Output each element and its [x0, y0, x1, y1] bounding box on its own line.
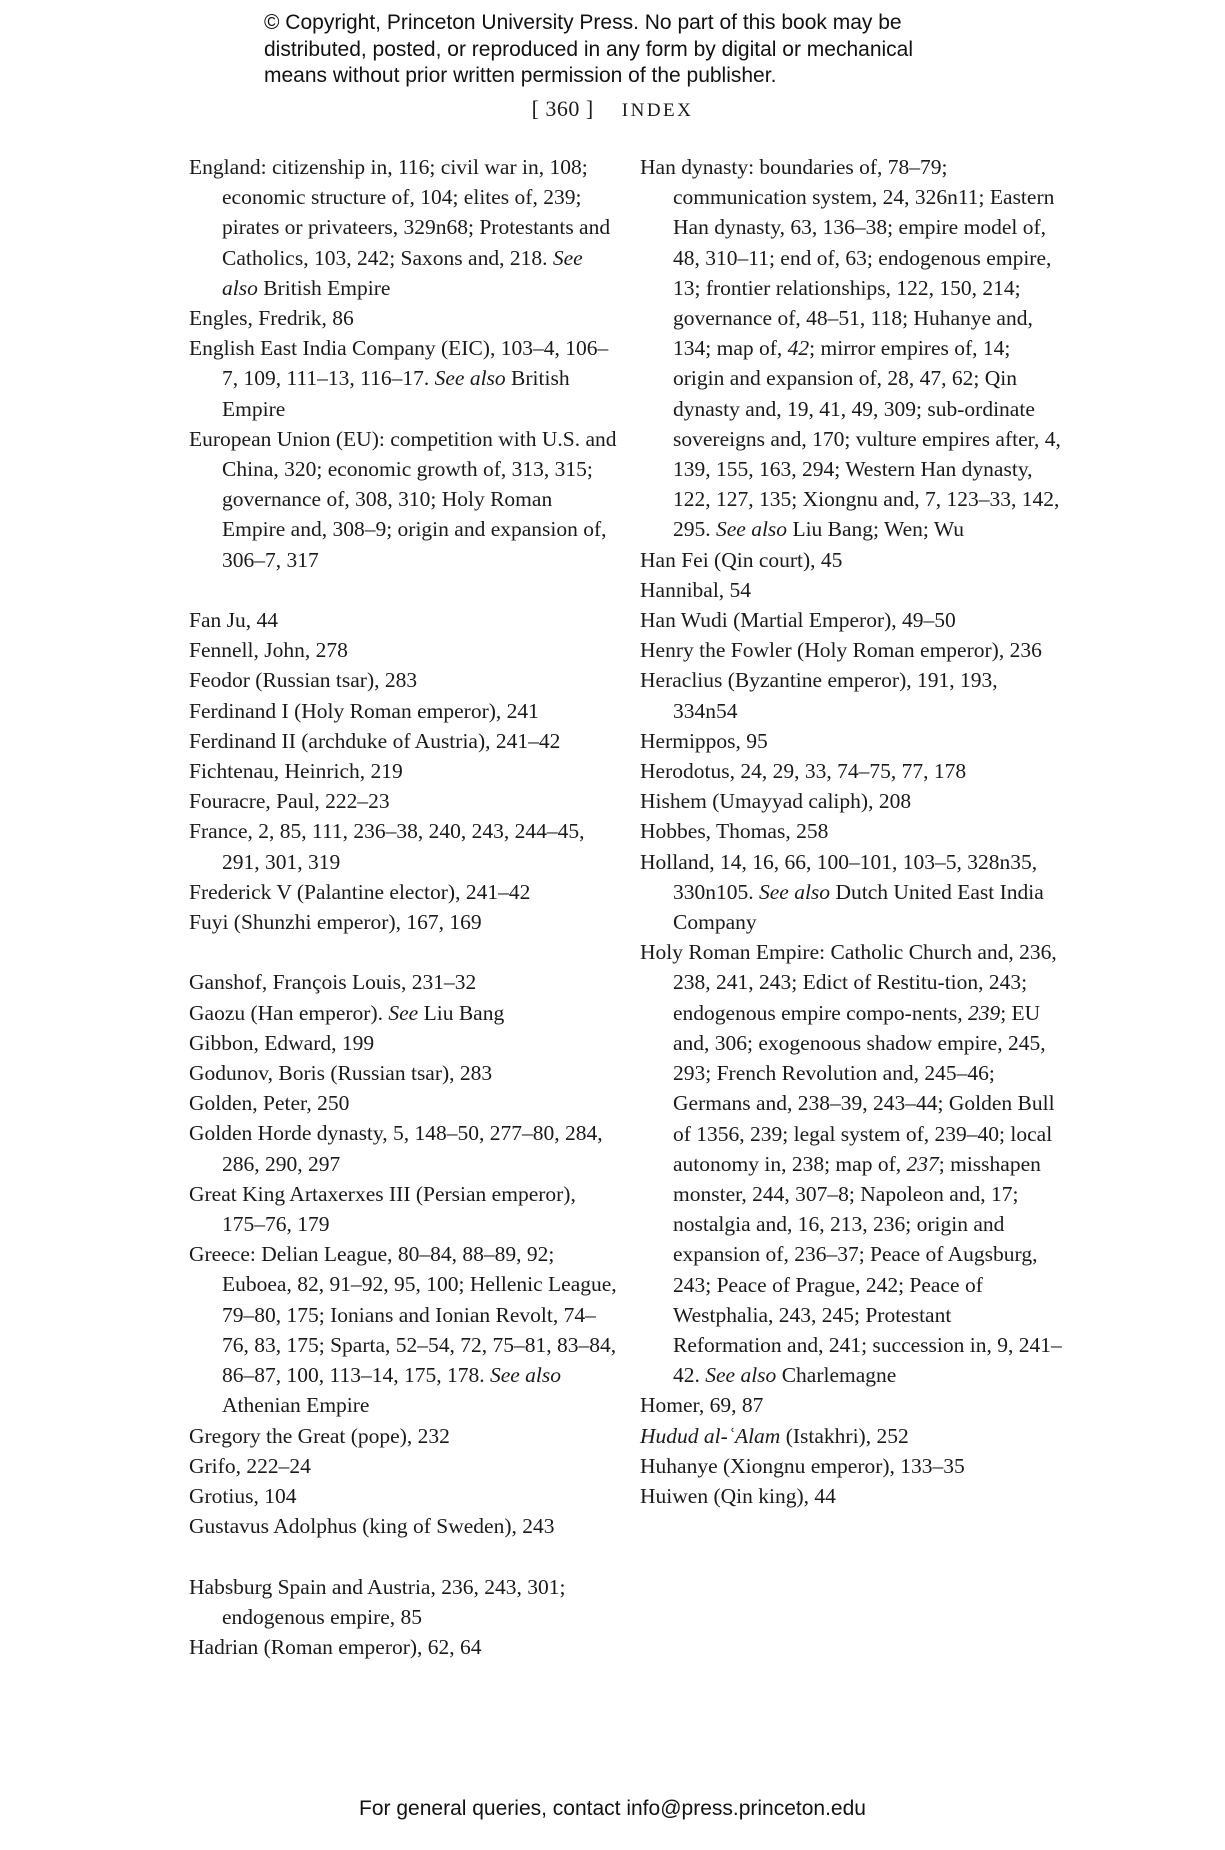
page-number: [ 360 ] — [531, 96, 594, 121]
index-entry: Heraclius (Byzantine emperor), 191, 193, 334n54 — [640, 668, 998, 723]
index-entry: Herodotus, 24, 29, 33, 74–75, 77, 178 — [640, 759, 967, 784]
index-entry: Engles, Fredrik, 86 — [189, 306, 354, 331]
copyright-notice — [264, 10, 1004, 90]
index-entry: Gaozu (Han emperor). See Liu Bang — [189, 1000, 505, 1025]
letter-gap — [189, 575, 617, 605]
index-entry: Hishem (Umayyad caliph), 208 — [640, 789, 912, 814]
index-entry: European Union (EU): competition with U.S. and China, 320; economic growth of, 313, 315; governance of, 308, 310; Holy Roman Empire and, 308–9; origin and expansion of, 306–7, 317 — [189, 426, 617, 572]
index-entry: Huhanye (Xiongnu emperor), 133–35 — [640, 1453, 965, 1478]
index-entry: Henry the Fowler (Holy Roman emperor), 236 — [640, 638, 1042, 663]
index-entry: Huiwen (Qin king), 44 — [640, 1483, 836, 1508]
index-entry: Fan Ju, 44 — [189, 608, 278, 633]
index-entry: Ferdinand II (archduke of Austria), 241–42 — [189, 728, 561, 753]
index-entry: Golden Horde dynasty, 5, 148–50, 277–80, 284, 286, 290, 297 — [189, 1121, 603, 1176]
index-entry: Habsburg Spain and Austria, 236, 243, 301; endogenous empire, 85 — [189, 1574, 566, 1629]
index-entry: Ganshof, François Louis, 231–32 — [189, 970, 477, 995]
index-entry: Feodor (Russian tsar), 283 — [189, 668, 418, 693]
copyright-line: © Copyright, Princeton University Press. No part of this book may be — [264, 11, 902, 34]
index-entry: Hudud al-ʿAlam (Istakhri), 252 — [640, 1423, 909, 1448]
copyright-line: distributed, posted, or reproduced in any form by digital or mechanical — [264, 37, 914, 61]
index-column-left — [189, 152, 617, 1662]
section-title: INDEX — [621, 100, 694, 121]
index-entry: Grotius, 104 — [189, 1483, 297, 1508]
index-entry: Holland, 14, 16, 66, 100–101, 103–5, 328n35, 330n105. See also Dutch United East India Company — [640, 849, 1044, 935]
index-entry: Homer, 69, 87 — [640, 1393, 764, 1418]
index-entry: Grifo, 222–24 — [189, 1453, 311, 1478]
index-entry: France, 2, 85, 111, 236–38, 240, 243, 244–45, 291, 301, 319 — [189, 819, 585, 874]
index-entry: Frederick V (Palantine elector), 241–42 — [189, 879, 531, 904]
index-entry: Gibbon, Edward, 199 — [189, 1030, 375, 1055]
contact-footer: For general queries, contact info@press.princeton.edu — [359, 1797, 866, 1820]
index-entry: Ferdinand I (Holy Roman emperor), 241 — [189, 698, 539, 723]
running-head — [0, 96, 1225, 122]
index-entry: Great King Artaxerxes III (Persian emperor), 175–76, 179 — [189, 1181, 576, 1237]
index-entry: Hannibal, 54 — [640, 577, 752, 602]
index-entry: Gregory the Great (pope), 232 — [189, 1423, 450, 1448]
index-entry: Han Fei (Qin court), 45 — [640, 547, 843, 572]
index-entry: Fuyi (Shunzhi emperor), 167, 169 — [189, 910, 482, 935]
index-entry: Golden, Peter, 250 — [189, 1091, 350, 1116]
index-entry: Han Wudi (Martial Emperor), 49–50 — [640, 608, 956, 633]
index-entry: Han dynasty: boundaries of, 78–79; communication system, 24, 326n11; Eastern Han dynasty, 63, 136–38; empire model of, 48, 310–11; end of, 63; endogenous empire, 13; frontier relationships, 122, 150, 214; governance of, 48–51, 118; Huhanye and, 134; map of, 42; mirror empires of, 14; origin and expansion of, 28, 47, 62; Qin dynasty and, 19, 41, 49, 309; sub-ordinate sovereigns and, 170; vulture empires after, 4, 139, 155, 163, 294; Western Han dynasty, 122, 127, 135; Xiongnu and, 7, 123–33, 142, 295. See also Liu Bang; Wen; Wu — [640, 155, 1061, 542]
index-column-right — [640, 152, 1065, 1511]
copyright-line: means without prior written permission of the publisher. — [264, 64, 777, 87]
index-entry: Godunov, Boris (Russian tsar), 283 — [189, 1061, 493, 1086]
index-entry: Hermippos, 95 — [640, 728, 768, 753]
letter-gap — [189, 937, 617, 967]
index-entry: English East India Company (EIC), 103–4, 106–7, 109, 111–13, 116–17. See also British Empire — [189, 336, 609, 421]
index-entry: Greece: Delian League, 80–84, 88–89, 92; Euboea, 82, 91–92, 95, 100; Hellenic League, 79–80, 175; Ionians and Ionian Revolt, 74–76, 83, 175; Sparta, 52–54, 72, 75–81, 83–84, 86–87, 100, 113–14, 175, 178. See also Athenian Empire — [189, 1242, 617, 1418]
index-entry: Fichtenau, Heinrich, 219 — [189, 759, 403, 784]
index-entry: Fennell, John, 278 — [189, 638, 348, 663]
index-entry: Hadrian (Roman emperor), 62, 64 — [189, 1634, 482, 1659]
index-entry: England: citizenship in, 116; civil war in, 108; economic structure of, 104; elites of, 239; pirates or privateers, 329n68; Protestants and Catholics, 103, 242; Saxons and, 218. See also British Empire — [189, 155, 611, 300]
index-entry: Gustavus Adolphus (king of Sweden), 243 — [189, 1514, 555, 1539]
index-entry: Holy Roman Empire: Catholic Church and, 236, 238, 241, 243; Edict of Restitu-tion, 243; endogenous empire compo-nents, 239; EU and, 306; exogenoous shadow empire, 245, 293; French Revolution and, 245–46; Germans and, 238–39, 243–44; Golden Bull of 1356, 239; legal system of, 239–40; local autonomy in, 238; map of, 237; misshapen monster, 244, 307–8; Napoleon and, 17; nostalgia and, 16, 213, 236; origin and expansion of, 236–37; Peace of Augsburg, 243; Peace of Prague, 242; Peace of Westphalia, 243, 245; Protestant Reformation and, 241; succession in, 9, 241–42. See also Charlemagne — [640, 940, 1062, 1388]
index-entry: Hobbes, Thomas, 258 — [640, 819, 829, 844]
letter-gap — [189, 1541, 617, 1571]
index-entry: Fouracre, Paul, 222–23 — [189, 789, 390, 814]
